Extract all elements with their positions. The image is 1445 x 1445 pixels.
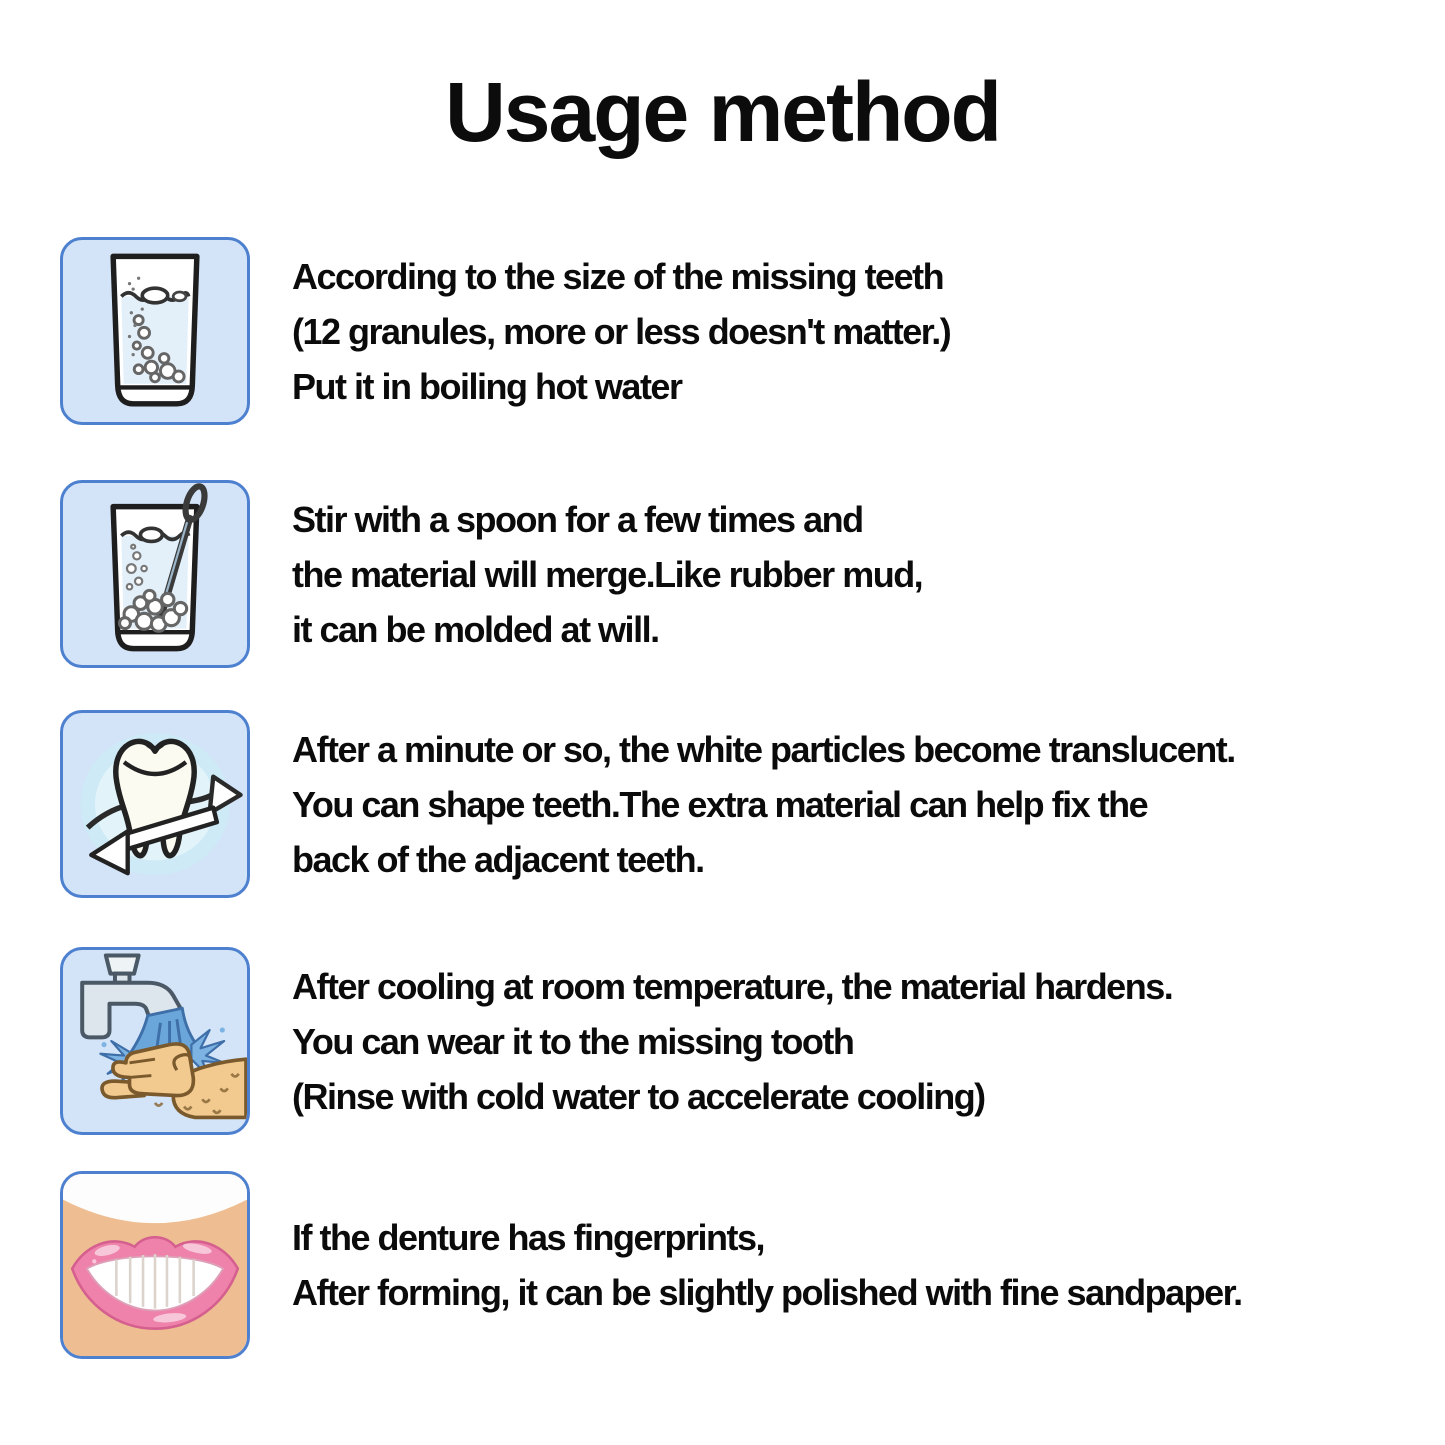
- mouth-art: [63, 1174, 247, 1356]
- step-4-text: [292, 959, 1172, 1124]
- tooth-art: [63, 713, 247, 895]
- step-5-text: [292, 1210, 1242, 1320]
- glass-of-boiling-water-icon: [60, 237, 250, 425]
- step-2-text: [292, 492, 922, 657]
- stir-glass-with-spoon-icon: [60, 480, 250, 668]
- step-3: [60, 709, 1235, 899]
- rinse-hands-under-faucet-icon: [60, 947, 250, 1135]
- glass-of-boiling-water-art: [63, 240, 247, 422]
- step-4: [60, 946, 1172, 1136]
- step-5-line-2: After forming, it can be slightly polished with fine sandpaper.: [292, 1272, 1242, 1313]
- step-2-line-1: Stir with a spoon for a few times and: [292, 498, 863, 540]
- step-4-line-2: You can wear it to the missing tooth: [292, 1020, 854, 1062]
- faucet-hands-art: [63, 950, 247, 1132]
- step-4-line-1: After cooling at room temperature, the material hardens.: [292, 965, 1173, 1007]
- step-1-line-3: Put it in boiling hot water: [292, 365, 682, 407]
- step-2-line-2: the material will merge.Like rubber mud,: [292, 553, 923, 595]
- stir-glass-art: [63, 483, 247, 665]
- smiling-mouth-teeth-icon: [60, 1171, 250, 1359]
- page-title: Usage method: [445, 65, 1000, 159]
- step-2: [60, 479, 922, 669]
- step-1: [60, 236, 950, 426]
- step-3-line-1: After a minute or so, the white particles become translucent.: [292, 728, 1235, 770]
- step-5-line-1: If the denture has fingerprints,: [292, 1217, 765, 1258]
- step-3-line-2: You can shape teeth.The extra material can help fix the: [292, 783, 1148, 825]
- step-1-line-2: (12 granules, more or less doesn't matter.): [292, 310, 951, 352]
- step-4-line-3: (Rinse with cold water to accelerate cooling): [292, 1075, 985, 1117]
- step-3-line-3: back of the adjacent teeth.: [292, 838, 704, 880]
- step-3-text: [292, 722, 1235, 887]
- step-1-text: [292, 249, 950, 414]
- step-5: [60, 1170, 1242, 1360]
- step-2-line-3: it can be molded at will.: [292, 608, 659, 650]
- step-1-line-1: According to the size of the missing teeth: [292, 255, 944, 297]
- tooth-shaping-arrows-icon: [60, 710, 250, 898]
